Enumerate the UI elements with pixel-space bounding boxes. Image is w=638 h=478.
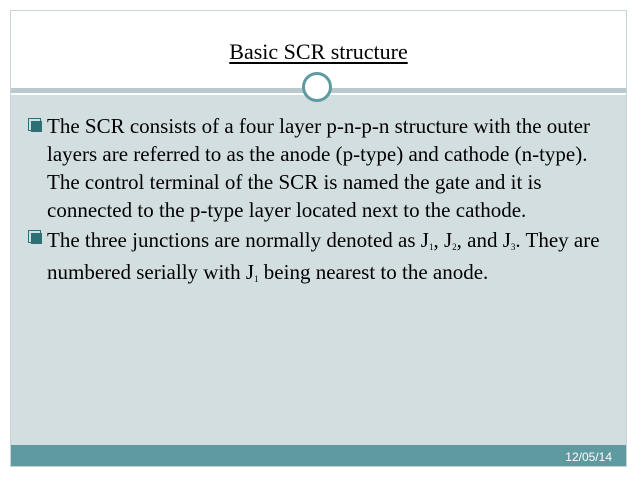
bullet-text-2d: . They are numbered serially with J (47, 228, 600, 284)
bullet-list (28, 112, 603, 288)
subscript-j1: 1 (428, 242, 434, 252)
subscript-j3: 3 (510, 242, 516, 252)
square-bullet-icon (28, 230, 41, 243)
bullet-text-1: The SCR consists of a four layer p-n-p-n structure with the outer layers are referred to as the anode (p-type) and cathode (n-type). The control terminal of the SCR is named the gate and it is connected to the p-type layer located next to the cathode. (47, 114, 590, 222)
bullet-text-2a: The three junctions are normally denoted as J (47, 228, 429, 252)
subscript-j2: 2 (452, 242, 457, 252)
bullet-text-2e: being nearest to the anode. (258, 260, 489, 284)
bullet-item-2 (28, 224, 603, 288)
square-bullet-icon (28, 118, 41, 131)
slide-title: Basic SCR structure (229, 39, 408, 64)
circle-ornament (302, 72, 332, 102)
bullet-text-2c: , and J (456, 228, 511, 252)
slide-date: 12/05/14 (565, 450, 612, 464)
footer-bar (11, 445, 626, 466)
bullet-item-1 (28, 112, 603, 224)
bullet-text-2b: , J (433, 228, 453, 252)
subscript-j1-b: 1 (254, 274, 259, 284)
